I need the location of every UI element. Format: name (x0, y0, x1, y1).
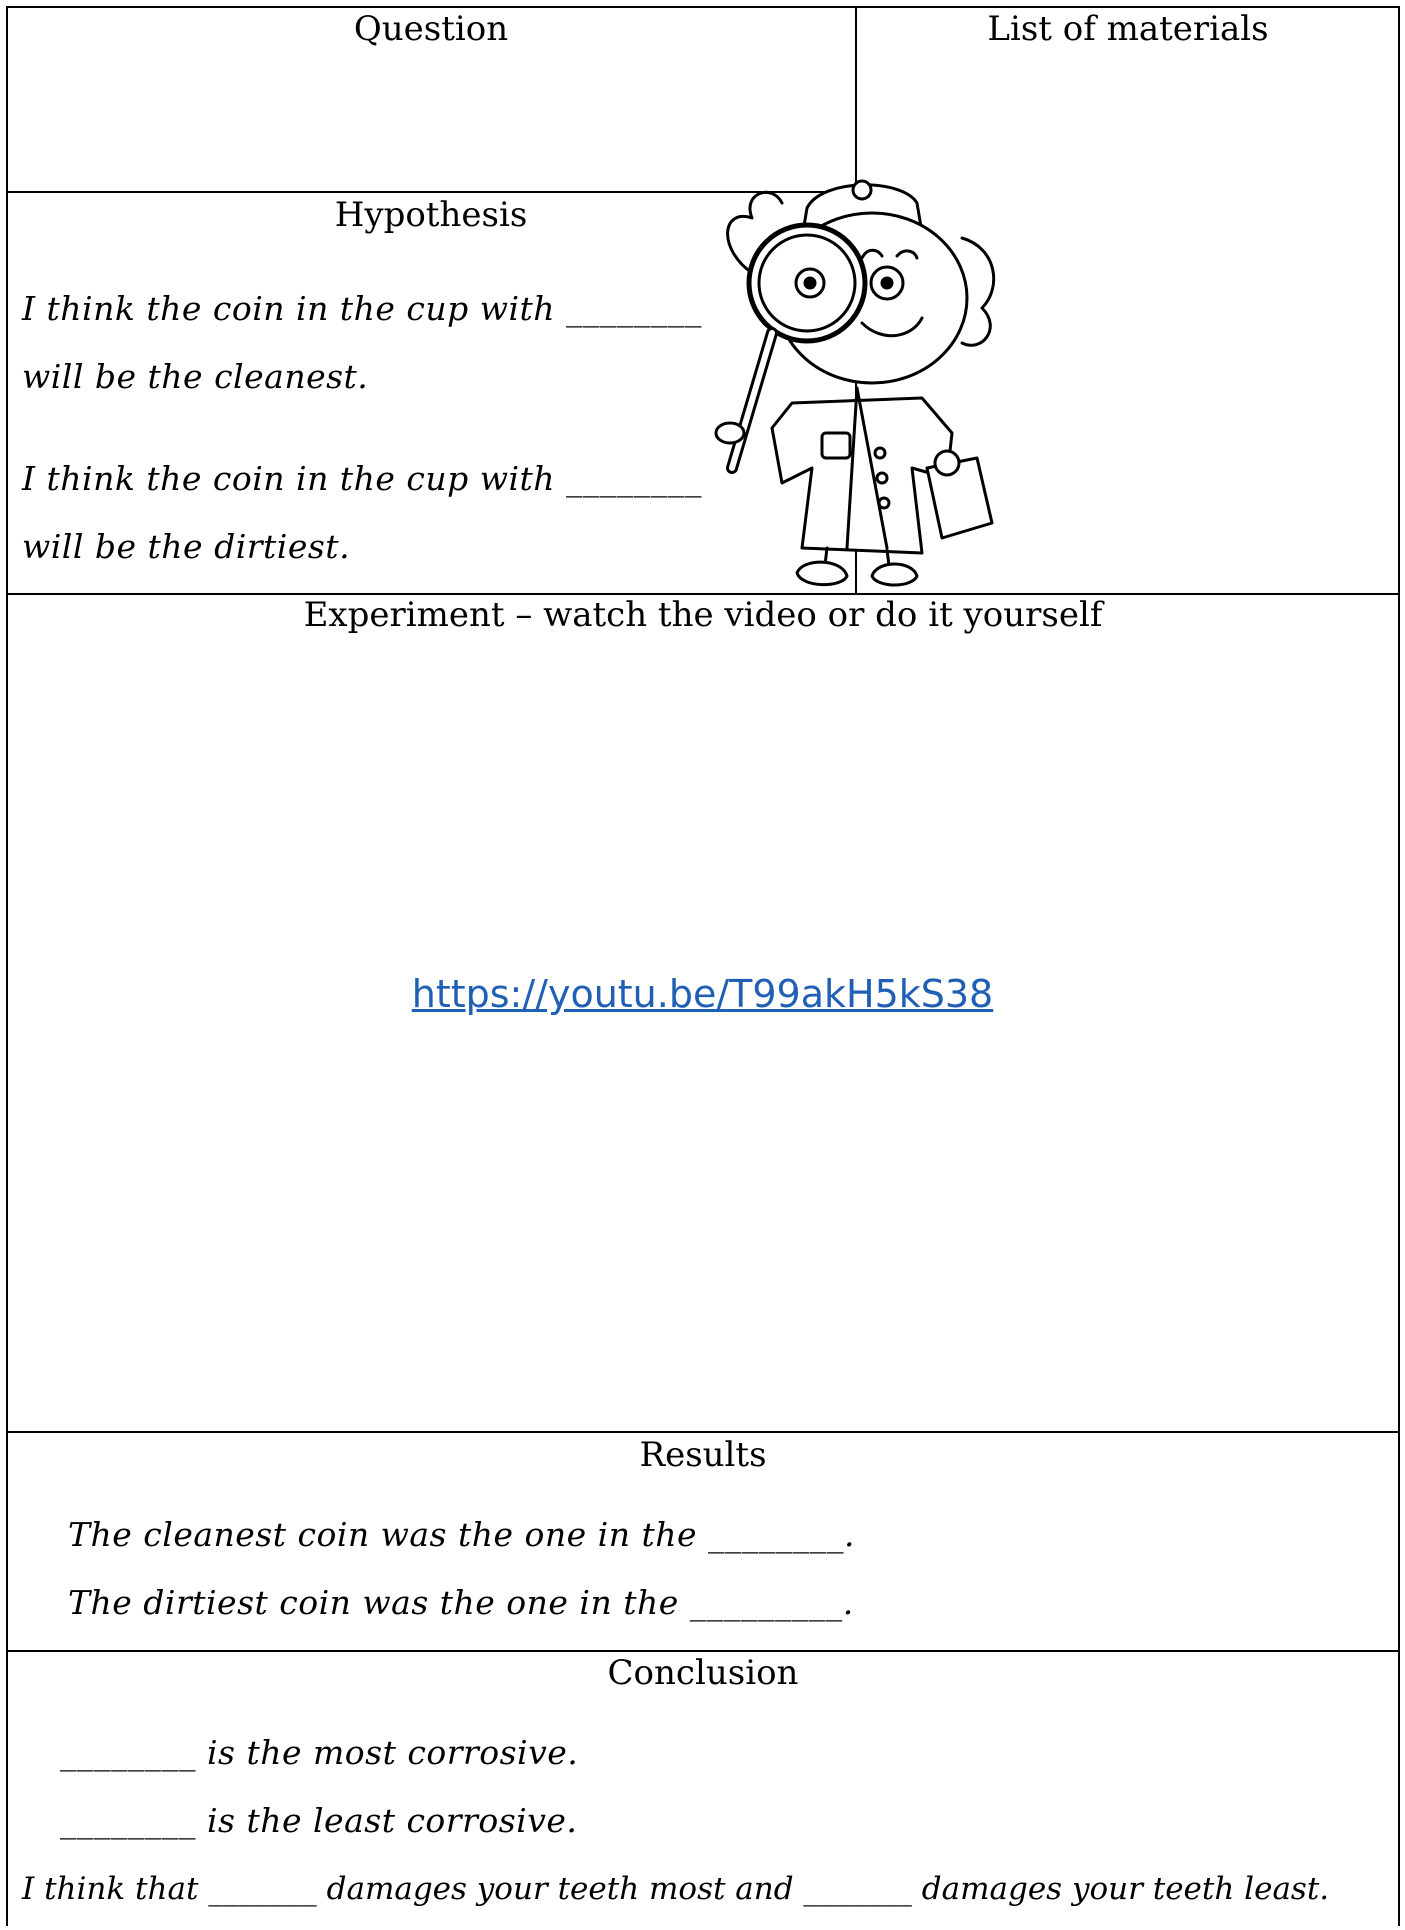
experiment-bottom-border (6, 1431, 1400, 1433)
results-line-2: The dirtiest coin was the one in the _________. (68, 1583, 854, 1622)
right-border (1398, 6, 1400, 1926)
conclusion-heading: Conclusion (607, 1653, 799, 1693)
results-bottom-border (6, 1650, 1400, 1652)
results-line-1: The cleanest coin was the one in the ________. (68, 1515, 855, 1554)
video-link[interactable]: https://youtu.be/T99akH5kS38 (411, 972, 994, 1016)
results-heading: Results (639, 1435, 767, 1475)
conclusion-line-2: ________ is the least corrosive. (60, 1801, 578, 1840)
scientist-with-magnifying-glass-icon (712, 178, 1007, 596)
conclusion-line-1: ________ is the most corrosive. (60, 1733, 579, 1772)
top-border (6, 6, 1400, 8)
hypothesis-line-2: will be the cleanest. (22, 357, 369, 396)
hypothesis-heading: Hypothesis (334, 195, 528, 235)
conclusion-line-3: I think that _______ damages your teeth most and _______ damages your teeth least. (22, 1871, 1330, 1907)
hypothesis-line-3: I think the coin in the cup with ________ (22, 459, 703, 498)
hypothesis-line-4: will be the dirtiest. (22, 527, 351, 566)
question-heading: Question (353, 9, 509, 49)
materials-heading: List of materials (987, 9, 1269, 49)
left-border (6, 6, 8, 1926)
hypothesis-line-1: I think the coin in the cup with ________ (22, 289, 703, 328)
experiment-heading: Experiment – watch the video or do it yourself (303, 595, 1103, 635)
